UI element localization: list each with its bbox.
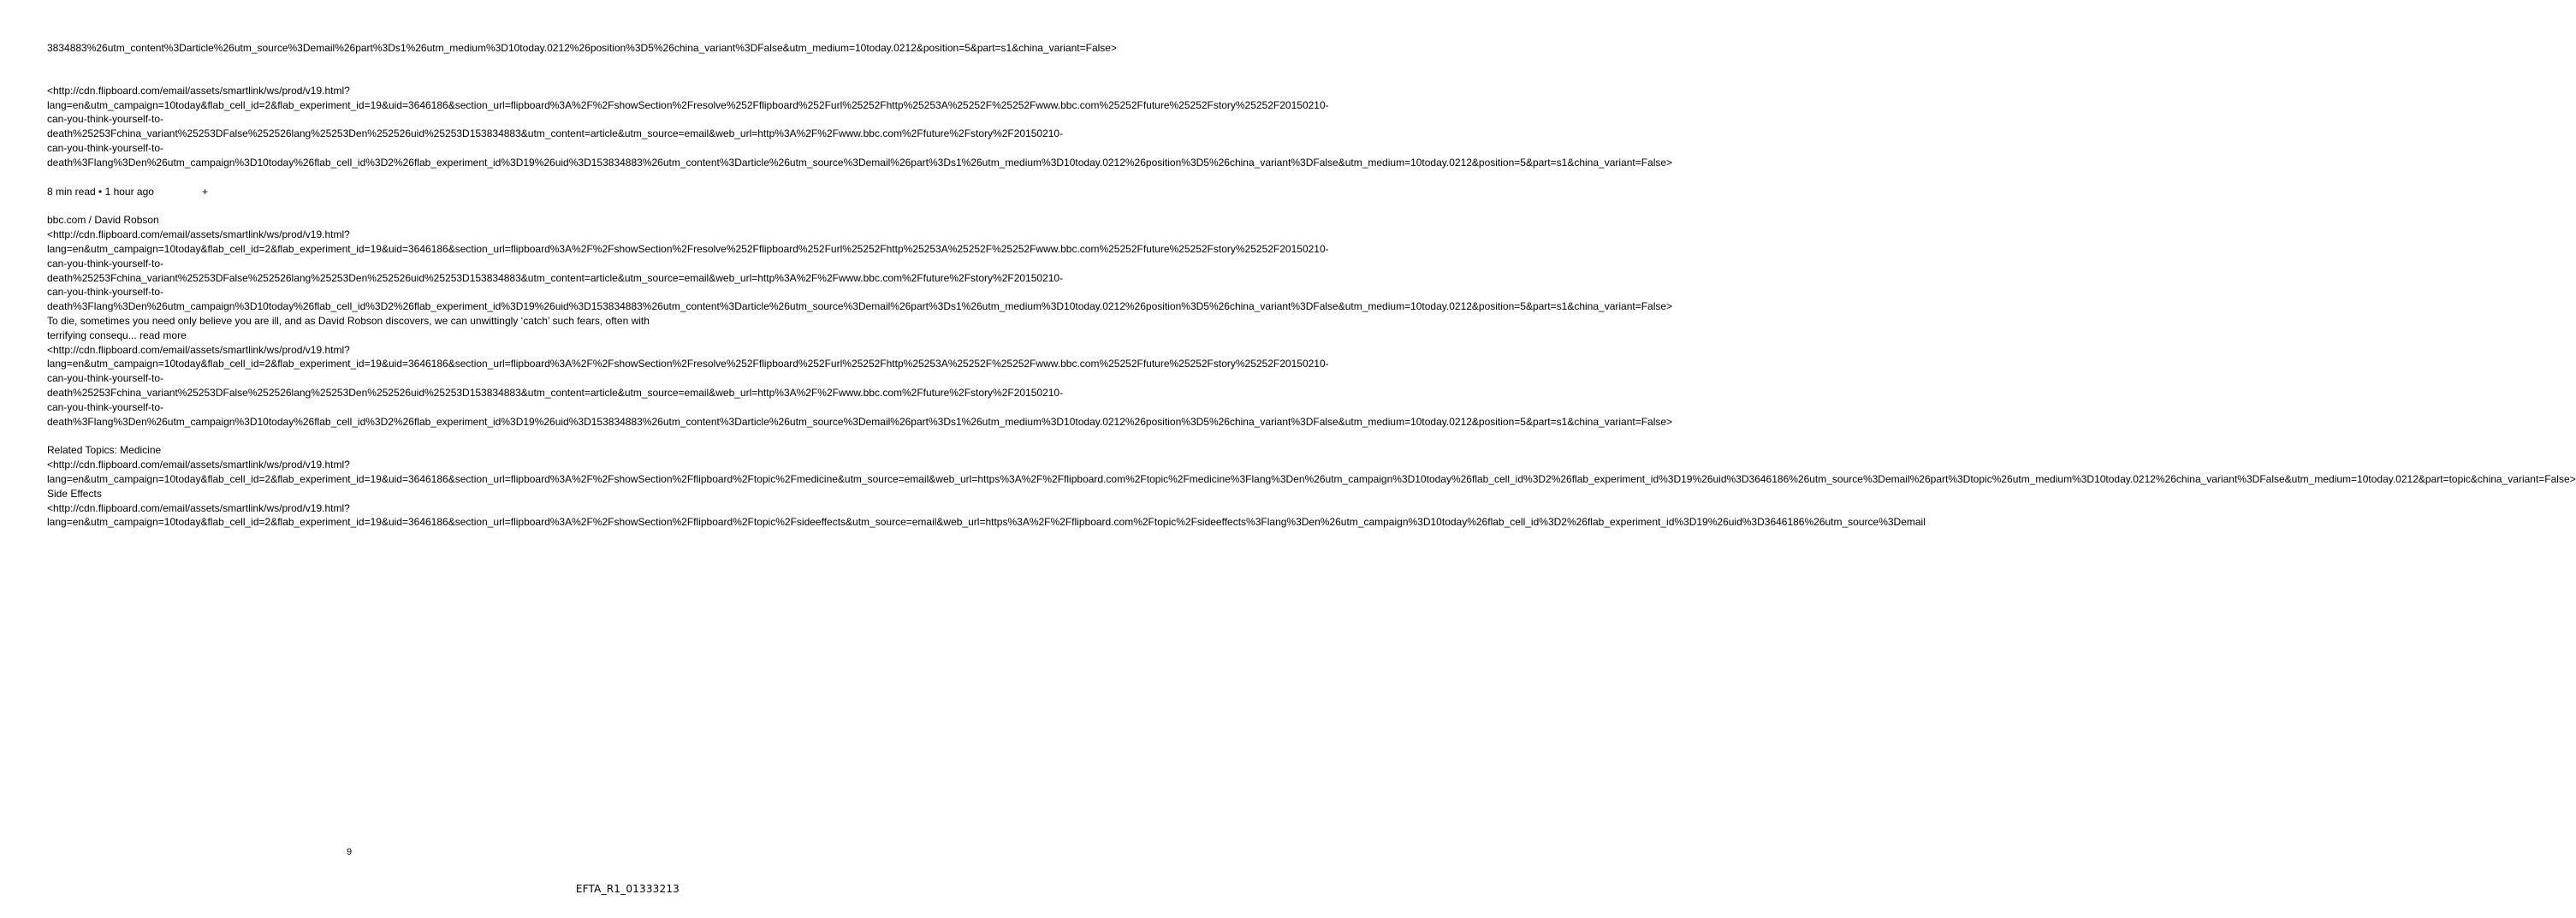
article-link[interactable]: <http://cdn.flipboard.com/email/assets/smartlink/ws/prod/v19.html?lang=en&utm_campaign=10today&flab_cell_id=2&flab_experiment_id=19&uid=3646186&section_url=flipboard%3A%2F%2FshowSection%2Fresolve%252Fflipboard%252Furl%25252Fhttp%25253A%25252F%25252Fwww.bbc.com%25252Ffuture%25252Fstory%25252F20150210-can-you-think-yourself-to- death%25253Fchina_variant%25253DFalse%252526lang%25253Den%252526uid%25253D153834883&utm_content=article&utm_source=email&web_url=http%3A%2F%2Fwww.bbc.com%2Ffuture%2Fstory%2F20150210-can-you-think-yourself-to- death%3Flang%3Den%26utm_campaign%3D10today%26flab_cell_id%3D2%26flab_experiment_id%3D19%26uid%3D153834883%26utm_content%3Darticle%26utm_source%3Demail%26part%3Ds1%26utm_medium%3D10today.0212%26position%3D5%26china_variant%3DFalse&utm_medium=10today.0212&position=5&part=s1&china_variant=False> <box>47 84 1673 169</box>
spacer <box>47 170 656 185</box>
article-summary-link[interactable]: <http://cdn.flipboard.com/email/assets/smartlink/ws/prod/v19.html?lang=en&utm_campaign=10today&flab_cell_id=2&flab_experiment_id=19&uid=3646186&section_url=flipboard%3A%2F%2FshowSection%2Fresolve%252Fflipboard%252Furl%25252Fhttp%25253A%25252F%25252Fwww.bbc.com%25252Ffuture%25252Fstory%25252F20150210-can-you-think-yourself-to- death%25253Fchina_variant%25253DFalse%252526lang%25253Den%252526uid%25253D153834883&utm_content=article&utm_source=email&web_url=http%3A%2F%2Fwww.bbc.com%2Ffuture%2Fstory%2F20150210-can-you-think-yourself-to- death%3Flang%3Den%26utm_campaign%3D10today%26flab_cell_id%3D2%26flab_experiment_id%3D19%26uid%3D153834883%26utm_content%3Darticle%26utm_source%3Demail%26part%3Ds1%26utm_medium%3D10today.0212%26position%3D5%26china_variant%3DFalse&utm_medium=10today.0212&position=5&part=s1&china_variant=False> To die, sometimes you need only believe you are ill, and as David Robson discovers, we can unwittingly ‘catch’ such fears, often with terrifying consequ... read more <box>47 228 1673 341</box>
article-source: bbc.com / David Robson <box>47 214 159 227</box>
spacer <box>47 198 656 213</box>
spacer <box>47 56 656 84</box>
page-number: 9 <box>346 847 353 857</box>
url-block-continued[interactable]: 3834883%26utm_content%3Darticle%26utm_source%3Demail%26part%3Ds1%26utm_medium%3D10today.0212%26position%3D5%26china_variant%3DFalse&utm_medium=10today.0212&position=5&part=s1&china_variant=False> <box>47 42 1117 54</box>
article-link-repeat[interactable]: <http://cdn.flipboard.com/email/assets/smartlink/ws/prod/v19.html?lang=en&utm_campaign=10today&flab_cell_id=2&flab_experiment_id=19&uid=3646186&section_url=flipboard%3A%2F%2FshowSection%2Fresolve%252Fflipboard%252Furl%25252Fhttp%25253A%25252F%25252Fwww.bbc.com%25252Ffuture%25252Fstory%25252F20150210-can-you-think-yourself-to- death%25253Fchina_variant%25253DFalse%252526lang%25253Den%252526uid%25253D153834883&utm_content=article&utm_source=email&web_url=http%3A%2F%2Fwww.bbc.com%2Ffuture%2Fstory%2F20150210-can-you-think-yourself-to- death%3Flang%3Den%26utm_campaign%3D10today%26flab_cell_id%3D2%26flab_experiment_id%3D19%26uid%3D153834883%26utm_content%3Darticle%26utm_source%3Demail%26part%3Ds1%26utm_medium%3D10today.0212%26position%3D5%26china_variant%3DFalse&utm_medium=10today.0212&position=5&part=s1&china_variant=False> <box>47 343 1673 428</box>
related-topics-label: Related Topics: Medicine <box>47 444 162 457</box>
spacer <box>47 429 656 443</box>
topic-link-side-effects[interactable]: <http://cdn.flipboard.com/email/assets/smartlink/ws/prod/v19.html?lang=en&utm_campaign=10today&flab_cell_id=2&flab_experiment_id=19&uid=3646186&section_url=flipboard%3A%2F%2FshowSection%2Fflipboard%2Ftopic%2Fsideeffects&utm_source=email&web_url=https%3A%2F%2Fflipboard.com%2Ftopic%2Fsideeffects%3Flang%3Den%26utm_campaign%3D10today%26flab_cell_id%3D2%26flab_experiment_id%3D19%26uid%3D3646186%26utm_source%3Demail <box>47 501 1926 529</box>
document-id: EFTA_R1_01333213 <box>575 883 680 895</box>
plus-icon[interactable]: + <box>201 185 208 198</box>
document-body <box>47 41 2576 530</box>
read-time: 8 min read • 1 hour ago <box>47 185 154 198</box>
topic-link-medicine[interactable]: <http://cdn.flipboard.com/email/assets/smartlink/ws/prod/v19.html?lang=en&utm_campaign=10today&flab_cell_id=2&flab_experiment_id=19&uid=3646186&section_url=flipboard%3A%2F%2FshowSection%2Fflipboard%2Ftopic%2Fmedicine&utm_source=email&web_url=https%3A%2F%2Fflipboard.com%2Ftopic%2Fmedicine%3Flang%3Den%26utm_campaign%3D10today%26flab_cell_id%3D2%26flab_experiment_id%3D19%26uid%3D3646186%26utm_source%3Demail%26part%3Dtopic%26utm_medium%3D10today.0212%26china_variant%3DFalse&utm_medium=10today.0212&part=topic&china_variant=False> Side Effects <box>47 459 2576 500</box>
article-meta <box>47 185 656 199</box>
